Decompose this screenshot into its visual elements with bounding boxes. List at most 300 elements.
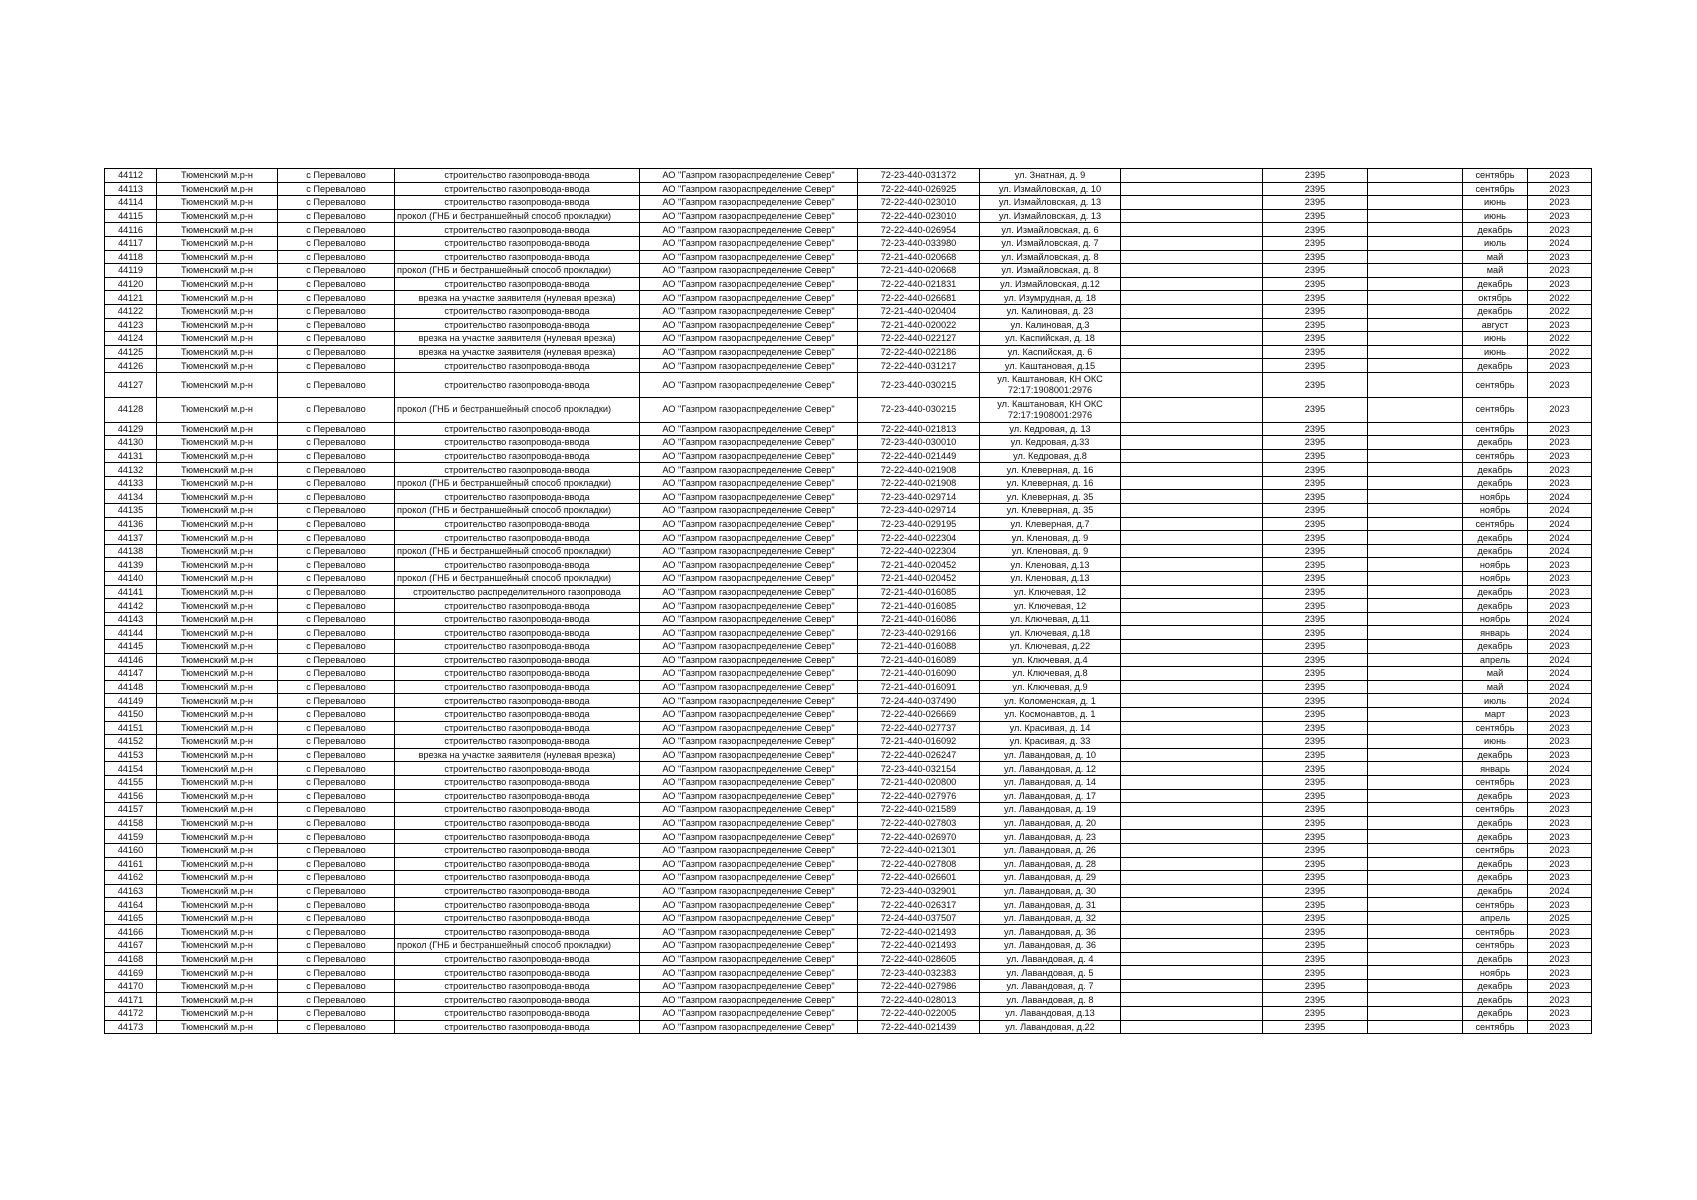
record-number-cell: 44166 [105, 925, 157, 939]
application-code-cell: 72-21-440-016091 [858, 680, 980, 694]
district-cell: Тюменский м.р-н [157, 291, 278, 305]
year-cell: 2023 [1528, 871, 1592, 885]
year-cell: 2023 [1528, 397, 1592, 422]
district-cell: Тюменский м.р-н [157, 626, 278, 640]
application-code-cell: 72-23-440-029714 [858, 490, 980, 504]
locality-cell: с Перевалово [278, 558, 395, 572]
work-type-cell: строительство газопровода-ввода [395, 531, 640, 545]
district-cell: Тюменский м.р-н [157, 476, 278, 490]
application-code-cell: 72-24-440-037507 [858, 911, 980, 925]
month-cell: октябрь [1463, 291, 1528, 305]
locality-cell: с Перевалово [278, 707, 395, 721]
empty-cell [1121, 952, 1263, 966]
locality-cell: с Перевалово [278, 653, 395, 667]
locality-cell: с Перевалово [278, 694, 395, 708]
organization-cell: АО "Газпром газораспределение Север" [640, 707, 858, 721]
table-row [105, 612, 1592, 626]
empty-cell [1121, 884, 1263, 898]
month-cell: сентябрь [1463, 721, 1528, 735]
empty-cell [1121, 264, 1263, 278]
district-cell: Тюменский м.р-н [157, 884, 278, 898]
work-type-cell: строительство газопровода-ввода [395, 626, 640, 640]
amount-cell: 2395 [1263, 898, 1368, 912]
district-cell: Тюменский м.р-н [157, 264, 278, 278]
application-code-cell: 72-23-440-032383 [858, 966, 980, 980]
address-cell: ул. Ключевая, д.11 [980, 612, 1121, 626]
amount-cell: 2395 [1263, 318, 1368, 332]
amount-cell: 2395 [1263, 169, 1368, 183]
table-row [105, 925, 1592, 939]
amount-cell: 2395 [1263, 748, 1368, 762]
empty-cell [1121, 612, 1263, 626]
amount-cell: 2395 [1263, 626, 1368, 640]
record-number-cell: 44127 [105, 372, 157, 397]
organization-cell: АО "Газпром газораспределение Север" [640, 372, 858, 397]
organization-cell: АО "Газпром газораспределение Север" [640, 857, 858, 871]
empty-cell [1121, 653, 1263, 667]
month-cell: сентябрь [1463, 1020, 1528, 1034]
district-cell: Тюменский м.р-н [157, 397, 278, 422]
month-cell: сентябрь [1463, 939, 1528, 953]
address-cell: ул. Каштановая, д.15 [980, 359, 1121, 373]
year-cell: 2023 [1528, 640, 1592, 654]
month-cell: сентябрь [1463, 449, 1528, 463]
organization-cell: АО "Газпром газораспределение Север" [640, 680, 858, 694]
application-code-cell: 72-21-440-020800 [858, 775, 980, 789]
organization-cell: АО "Газпром газораспределение Север" [640, 612, 858, 626]
locality-cell: с Перевалово [278, 223, 395, 237]
empty-cell [1368, 436, 1463, 450]
empty-cell [1368, 843, 1463, 857]
district-cell: Тюменский м.р-н [157, 911, 278, 925]
amount-cell: 2395 [1263, 476, 1368, 490]
work-type-cell: строительство газопровода-ввода [395, 236, 640, 250]
record-number-cell: 44124 [105, 332, 157, 346]
amount-cell: 2395 [1263, 264, 1368, 278]
locality-cell: с Перевалово [278, 531, 395, 545]
work-type-cell: прокол (ГНБ и бестраншейный способ прокладки) [395, 264, 640, 278]
table-row [105, 653, 1592, 667]
address-cell: ул. Кленовая, д. 9 [980, 544, 1121, 558]
record-number-cell: 44117 [105, 236, 157, 250]
empty-cell [1368, 626, 1463, 640]
record-number-cell: 44149 [105, 694, 157, 708]
amount-cell: 2395 [1263, 449, 1368, 463]
year-cell: 2023 [1528, 748, 1592, 762]
address-cell: ул. Лавандовая, д. 20 [980, 816, 1121, 830]
district-cell: Тюменский м.р-н [157, 775, 278, 789]
year-cell: 2024 [1528, 612, 1592, 626]
application-code-cell: 72-23-440-031372 [858, 169, 980, 183]
locality-cell: с Перевалово [278, 721, 395, 735]
empty-cell [1121, 898, 1263, 912]
empty-cell [1121, 735, 1263, 749]
work-type-cell: строительство газопровода-ввода [395, 196, 640, 210]
month-cell: сентябрь [1463, 397, 1528, 422]
district-cell: Тюменский м.р-н [157, 372, 278, 397]
work-type-cell: строительство газопровода-ввода [395, 789, 640, 803]
year-cell: 2024 [1528, 531, 1592, 545]
locality-cell: с Перевалово [278, 789, 395, 803]
application-code-cell: 72-22-440-022127 [858, 332, 980, 346]
application-code-cell: 72-22-440-021449 [858, 449, 980, 463]
record-number-cell: 44160 [105, 843, 157, 857]
month-cell: декабрь [1463, 277, 1528, 291]
work-type-cell: строительство газопровода-ввода [395, 952, 640, 966]
month-cell: сентябрь [1463, 843, 1528, 857]
record-number-cell: 44167 [105, 939, 157, 953]
address-cell: ул. Лавандовая, д. 10 [980, 748, 1121, 762]
empty-cell [1368, 1020, 1463, 1034]
empty-cell [1368, 318, 1463, 332]
organization-cell: АО "Газпром газораспределение Север" [640, 436, 858, 450]
month-cell: июнь [1463, 345, 1528, 359]
year-cell: 2023 [1528, 843, 1592, 857]
empty-cell [1368, 397, 1463, 422]
amount-cell: 2395 [1263, 531, 1368, 545]
amount-cell: 2395 [1263, 884, 1368, 898]
amount-cell: 2395 [1263, 504, 1368, 518]
empty-cell [1121, 816, 1263, 830]
locality-cell: с Перевалово [278, 476, 395, 490]
amount-cell: 2395 [1263, 182, 1368, 196]
table-row [105, 843, 1592, 857]
address-cell: ул. Кленовая, д.13 [980, 572, 1121, 586]
application-code-cell: 72-23-440-029166 [858, 626, 980, 640]
year-cell: 2023 [1528, 422, 1592, 436]
application-code-cell: 72-22-440-023010 [858, 196, 980, 210]
record-number-cell: 44172 [105, 1007, 157, 1021]
month-cell: декабрь [1463, 1007, 1528, 1021]
month-cell: июнь [1463, 196, 1528, 210]
amount-cell: 2395 [1263, 843, 1368, 857]
locality-cell: с Перевалово [278, 169, 395, 183]
month-cell: апрель [1463, 653, 1528, 667]
application-code-cell: 72-22-440-021908 [858, 463, 980, 477]
empty-cell [1368, 449, 1463, 463]
empty-cell [1368, 599, 1463, 613]
amount-cell: 2395 [1263, 993, 1368, 1007]
table-row [105, 857, 1592, 871]
month-cell: июль [1463, 694, 1528, 708]
amount-cell: 2395 [1263, 359, 1368, 373]
amount-cell: 2395 [1263, 762, 1368, 776]
work-type-cell: строительство газопровода-ввода [395, 490, 640, 504]
work-type-cell: строительство газопровода-ввода [395, 640, 640, 654]
work-type-cell: врезка на участке заявителя (нулевая врезка) [395, 748, 640, 762]
amount-cell: 2395 [1263, 236, 1368, 250]
application-code-cell: 72-22-440-021589 [858, 803, 980, 817]
work-type-cell: строительство газопровода-ввода [395, 182, 640, 196]
record-number-cell: 44154 [105, 762, 157, 776]
locality-cell: с Перевалово [278, 359, 395, 373]
address-cell: ул. Красивая, д. 33 [980, 735, 1121, 749]
amount-cell: 2395 [1263, 721, 1368, 735]
address-cell: ул. Лавандовая, д. 17 [980, 789, 1121, 803]
district-cell: Тюменский м.р-н [157, 531, 278, 545]
empty-cell [1368, 196, 1463, 210]
amount-cell: 2395 [1263, 436, 1368, 450]
application-code-cell: 72-22-440-022186 [858, 345, 980, 359]
amount-cell: 2395 [1263, 775, 1368, 789]
year-cell: 2023 [1528, 857, 1592, 871]
amount-cell: 2395 [1263, 209, 1368, 223]
table-row [105, 640, 1592, 654]
month-cell: декабрь [1463, 531, 1528, 545]
organization-cell: АО "Газпром газораспределение Север" [640, 250, 858, 264]
organization-cell: АО "Газпром газораспределение Север" [640, 803, 858, 817]
month-cell: декабрь [1463, 871, 1528, 885]
empty-cell [1368, 372, 1463, 397]
empty-cell [1121, 196, 1263, 210]
table-row [105, 585, 1592, 599]
month-cell: май [1463, 264, 1528, 278]
year-cell: 2023 [1528, 830, 1592, 844]
record-number-cell: 44132 [105, 463, 157, 477]
work-type-cell: строительство газопровода-ввода [395, 735, 640, 749]
year-cell: 2023 [1528, 939, 1592, 953]
record-number-cell: 44137 [105, 531, 157, 545]
organization-cell: АО "Газпром газораспределение Север" [640, 748, 858, 762]
amount-cell: 2395 [1263, 680, 1368, 694]
district-cell: Тюменский м.р-н [157, 277, 278, 291]
organization-cell: АО "Газпром газораспределение Север" [640, 182, 858, 196]
address-cell: ул. Ключевая, д.8 [980, 667, 1121, 681]
record-number-cell: 44112 [105, 169, 157, 183]
address-cell: ул. Клеверная, д.7 [980, 517, 1121, 531]
district-cell: Тюменский м.р-н [157, 816, 278, 830]
record-number-cell: 44131 [105, 449, 157, 463]
empty-cell [1121, 1020, 1263, 1034]
work-type-cell: строительство газопровода-ввода [395, 871, 640, 885]
organization-cell: АО "Газпром газораспределение Север" [640, 667, 858, 681]
empty-cell [1368, 504, 1463, 518]
empty-cell [1368, 775, 1463, 789]
district-cell: Тюменский м.р-н [157, 436, 278, 450]
district-cell: Тюменский м.р-н [157, 993, 278, 1007]
organization-cell: АО "Газпром газораспределение Север" [640, 898, 858, 912]
amount-cell: 2395 [1263, 667, 1368, 681]
organization-cell: АО "Газпром газораспределение Север" [640, 979, 858, 993]
empty-cell [1121, 277, 1263, 291]
table-row [105, 667, 1592, 681]
month-cell: сентябрь [1463, 925, 1528, 939]
empty-cell [1121, 939, 1263, 953]
table-row [105, 871, 1592, 885]
empty-cell [1368, 762, 1463, 776]
table-row [105, 291, 1592, 305]
table-row [105, 599, 1592, 613]
organization-cell: АО "Газпром газораспределение Север" [640, 558, 858, 572]
address-cell: ул. Ключевая, д.18 [980, 626, 1121, 640]
application-code-cell: 72-21-440-016088 [858, 640, 980, 654]
application-code-cell: 72-22-440-028013 [858, 993, 980, 1007]
table-row [105, 993, 1592, 1007]
organization-cell: АО "Газпром газораспределение Север" [640, 816, 858, 830]
empty-cell [1368, 209, 1463, 223]
application-code-cell: 72-22-440-021493 [858, 925, 980, 939]
district-cell: Тюменский м.р-н [157, 1020, 278, 1034]
table-row [105, 898, 1592, 912]
amount-cell: 2395 [1263, 517, 1368, 531]
application-code-cell: 72-23-440-030215 [858, 397, 980, 422]
work-type-cell: строительство газопровода-ввода [395, 925, 640, 939]
work-type-cell: строительство газопровода-ввода [395, 304, 640, 318]
year-cell: 2024 [1528, 653, 1592, 667]
address-cell: ул. Измайловская, д. 8 [980, 250, 1121, 264]
amount-cell: 2395 [1263, 871, 1368, 885]
amount-cell: 2395 [1263, 372, 1368, 397]
amount-cell: 2395 [1263, 979, 1368, 993]
district-cell: Тюменский м.р-н [157, 925, 278, 939]
address-cell: ул. Лавандовая, д. 23 [980, 830, 1121, 844]
application-code-cell: 72-22-440-022005 [858, 1007, 980, 1021]
month-cell: декабрь [1463, 830, 1528, 844]
work-type-cell: прокол (ГНБ и бестраншейный способ прокладки) [395, 397, 640, 422]
record-number-cell: 44150 [105, 707, 157, 721]
empty-cell [1368, 721, 1463, 735]
address-cell: ул. Лавандовая, д. 4 [980, 952, 1121, 966]
empty-cell [1368, 830, 1463, 844]
application-code-cell: 72-24-440-037490 [858, 694, 980, 708]
table-row [105, 939, 1592, 953]
empty-cell [1368, 182, 1463, 196]
work-type-cell: строительство газопровода-ввода [395, 843, 640, 857]
table-row [105, 789, 1592, 803]
district-cell: Тюменский м.р-н [157, 748, 278, 762]
organization-cell: АО "Газпром газораспределение Север" [640, 966, 858, 980]
organization-cell: АО "Газпром газораспределение Север" [640, 952, 858, 966]
application-code-cell: 72-22-440-022304 [858, 544, 980, 558]
year-cell: 2023 [1528, 735, 1592, 749]
address-cell: ул. Измайловская, д. 10 [980, 182, 1121, 196]
work-type-cell: строительство газопровода-ввода [395, 898, 640, 912]
amount-cell: 2395 [1263, 599, 1368, 613]
table-row [105, 884, 1592, 898]
locality-cell: с Перевалово [278, 517, 395, 531]
district-cell: Тюменский м.р-н [157, 345, 278, 359]
address-cell: ул. Клеверная, д. 16 [980, 463, 1121, 477]
address-cell: ул. Кленовая, д. 9 [980, 531, 1121, 545]
empty-cell [1121, 585, 1263, 599]
district-cell: Тюменский м.р-н [157, 857, 278, 871]
record-number-cell: 44126 [105, 359, 157, 373]
month-cell: июнь [1463, 332, 1528, 346]
record-number-cell: 44155 [105, 775, 157, 789]
organization-cell: АО "Газпром газораспределение Север" [640, 397, 858, 422]
year-cell: 2024 [1528, 490, 1592, 504]
district-cell: Тюменский м.р-н [157, 843, 278, 857]
year-cell: 2024 [1528, 504, 1592, 518]
table-row [105, 721, 1592, 735]
table-row [105, 476, 1592, 490]
locality-cell: с Перевалово [278, 504, 395, 518]
address-cell: ул. Лавандовая, д. 14 [980, 775, 1121, 789]
work-type-cell: строительство газопровода-ввода [395, 558, 640, 572]
work-type-cell: строительство газопровода-ввода [395, 993, 640, 1007]
year-cell: 2023 [1528, 209, 1592, 223]
locality-cell: с Перевалово [278, 762, 395, 776]
locality-cell: с Перевалово [278, 979, 395, 993]
locality-cell: с Перевалово [278, 372, 395, 397]
district-cell: Тюменский м.р-н [157, 898, 278, 912]
empty-cell [1121, 1007, 1263, 1021]
record-number-cell: 44116 [105, 223, 157, 237]
year-cell: 2023 [1528, 966, 1592, 980]
record-number-cell: 44169 [105, 966, 157, 980]
record-number-cell: 44159 [105, 830, 157, 844]
table-row [105, 449, 1592, 463]
work-type-cell: строительство газопровода-ввода [395, 250, 640, 264]
organization-cell: АО "Газпром газораспределение Север" [640, 304, 858, 318]
empty-cell [1121, 422, 1263, 436]
record-number-cell: 44115 [105, 209, 157, 223]
application-code-cell: 72-21-440-020022 [858, 318, 980, 332]
amount-cell: 2395 [1263, 694, 1368, 708]
record-number-cell: 44119 [105, 264, 157, 278]
application-code-cell: 72-23-440-030010 [858, 436, 980, 450]
work-type-cell: строительство газопровода-ввода [395, 318, 640, 332]
empty-cell [1368, 667, 1463, 681]
empty-cell [1121, 397, 1263, 422]
record-number-cell: 44141 [105, 585, 157, 599]
table-row [105, 694, 1592, 708]
organization-cell: АО "Газпром газораспределение Север" [640, 599, 858, 613]
locality-cell: с Перевалово [278, 748, 395, 762]
address-cell: ул. Клеверная, д. 35 [980, 490, 1121, 504]
application-code-cell: 72-21-440-020404 [858, 304, 980, 318]
district-cell: Тюменский м.р-н [157, 359, 278, 373]
district-cell: Тюменский м.р-н [157, 803, 278, 817]
table-row [105, 223, 1592, 237]
application-code-cell: 72-23-440-029714 [858, 504, 980, 518]
table-row [105, 680, 1592, 694]
address-cell: ул. Лавандовая, д. 7 [980, 979, 1121, 993]
month-cell: декабрь [1463, 585, 1528, 599]
organization-cell: АО "Газпром газораспределение Север" [640, 585, 858, 599]
record-number-cell: 44129 [105, 422, 157, 436]
record-number-cell: 44144 [105, 626, 157, 640]
work-type-cell: строительство газопровода-ввода [395, 694, 640, 708]
locality-cell: с Перевалово [278, 182, 395, 196]
month-cell: декабрь [1463, 884, 1528, 898]
work-type-cell: строительство газопровода-ввода [395, 517, 640, 531]
work-type-cell: строительство газопровода-ввода [395, 667, 640, 681]
organization-cell: АО "Газпром газораспределение Север" [640, 236, 858, 250]
work-type-cell: строительство газопровода-ввода [395, 599, 640, 613]
locality-cell: с Перевалово [278, 925, 395, 939]
district-cell: Тюменский м.р-н [157, 304, 278, 318]
empty-cell [1368, 803, 1463, 817]
month-cell: март [1463, 707, 1528, 721]
record-number-cell: 44134 [105, 490, 157, 504]
organization-cell: АО "Газпром газораспределение Север" [640, 449, 858, 463]
table-row [105, 490, 1592, 504]
district-cell: Тюменский м.р-н [157, 223, 278, 237]
district-cell: Тюменский м.р-н [157, 721, 278, 735]
month-cell: сентябрь [1463, 775, 1528, 789]
organization-cell: АО "Газпром газораспределение Север" [640, 463, 858, 477]
empty-cell [1121, 993, 1263, 1007]
empty-cell [1368, 911, 1463, 925]
month-cell: декабрь [1463, 979, 1528, 993]
table-row [105, 332, 1592, 346]
address-cell: ул. Знатная, д. 9 [980, 169, 1121, 183]
empty-cell [1121, 572, 1263, 586]
year-cell: 2023 [1528, 449, 1592, 463]
application-code-cell: 72-22-440-027808 [858, 857, 980, 871]
organization-cell: АО "Газпром газораспределение Север" [640, 1020, 858, 1034]
